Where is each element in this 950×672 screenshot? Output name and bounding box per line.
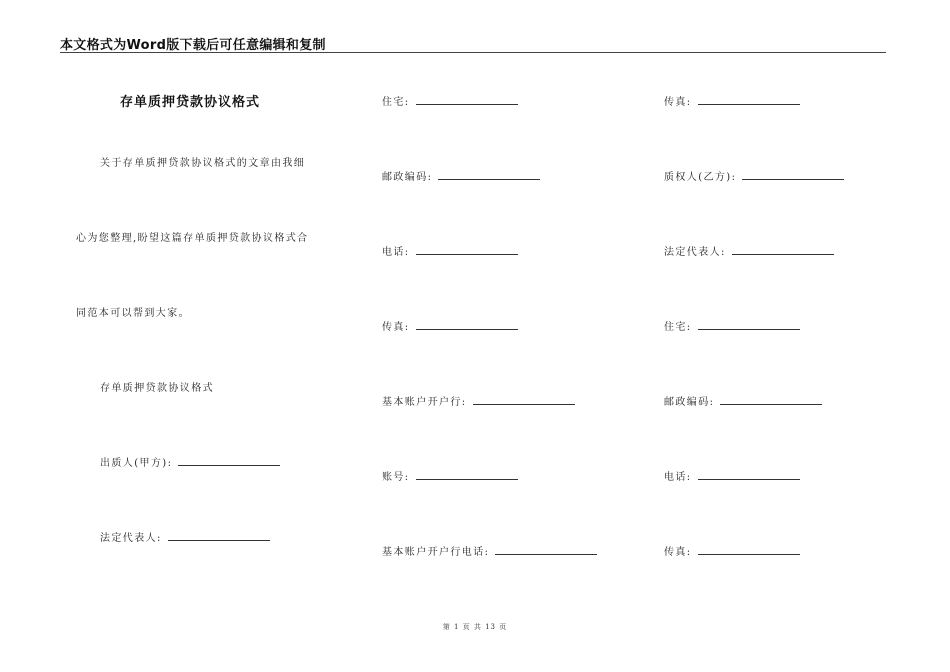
fax-field-mid [382,318,518,333]
legal-rep-field-right [664,243,834,258]
address-label-right: 住宅: [664,322,692,333]
postcode-label-mid: 邮政编码: [382,172,433,183]
fax-label-mid: 传真: [382,322,410,333]
legal-rep-blank-left [168,530,270,541]
fax-label-right: 传真: [664,97,692,108]
fax-blank-right-2 [698,544,800,555]
postcode-field-right [664,393,822,408]
address-blank-right [698,319,800,330]
fax-blank-mid [416,319,518,330]
pledgor-label: 出质人(甲方): [100,458,173,469]
account-blank-mid [416,469,518,480]
fax-blank-right [698,94,800,105]
bank-field-mid [382,393,575,408]
pledgor-blank [178,455,280,466]
phone-blank-right [698,469,800,480]
bank-phone-blank-mid [495,544,597,555]
postcode-field-mid [382,168,540,183]
header-text: 本文格式为Word版下载后可任意编辑和复制 [60,38,326,53]
fax-field-right-2 [664,543,800,558]
account-label-mid: 账号: [382,472,410,483]
address-field-mid [382,93,518,108]
phone-label-right: 电话: [664,472,692,483]
fax-label-right-2: 传真: [664,547,692,558]
phone-blank-mid [416,244,518,255]
postcode-blank-right [720,394,822,405]
legal-rep-field-left [100,529,270,544]
subtitle: 存单质押贷款协议格式 [100,383,214,394]
address-field-right [664,318,800,333]
pledgor-field [100,454,280,469]
postcode-label-right: 邮政编码: [664,397,715,408]
intro-line-2: 心为您整理,盼望这篇存单质押贷款协议格式合 [76,233,309,244]
account-field-mid [382,468,518,483]
legal-rep-label-left: 法定代表人: [100,533,162,544]
page-header [60,34,886,53]
postcode-blank-mid [438,169,540,180]
document-title: 存单质押贷款协议格式 [120,95,261,110]
address-label-mid: 住宅: [382,97,410,108]
phone-field-mid [382,243,518,258]
bank-phone-label-mid: 基本账户开户行电话: [382,547,490,558]
bank-label-mid: 基本账户开户行: [382,397,467,408]
bank-blank-mid [473,394,575,405]
intro-line-1: 关于存单质押贷款协议格式的文章由我细 [100,158,306,169]
pledgee-field [664,168,844,183]
phone-label-mid: 电话: [382,247,410,258]
address-blank-mid [416,94,518,105]
legal-rep-blank-right [732,244,834,255]
phone-field-right [664,468,800,483]
page-footer: 第 1 页 共 13 页 [442,623,508,631]
intro-line-3: 同范本可以帮到大家。 [76,308,190,319]
pledgee-blank [742,169,844,180]
bank-phone-field-mid [382,543,597,558]
fax-field-right [664,93,800,108]
legal-rep-label-right: 法定代表人: [664,247,726,258]
pledgee-label: 质权人(乙方): [664,172,737,183]
